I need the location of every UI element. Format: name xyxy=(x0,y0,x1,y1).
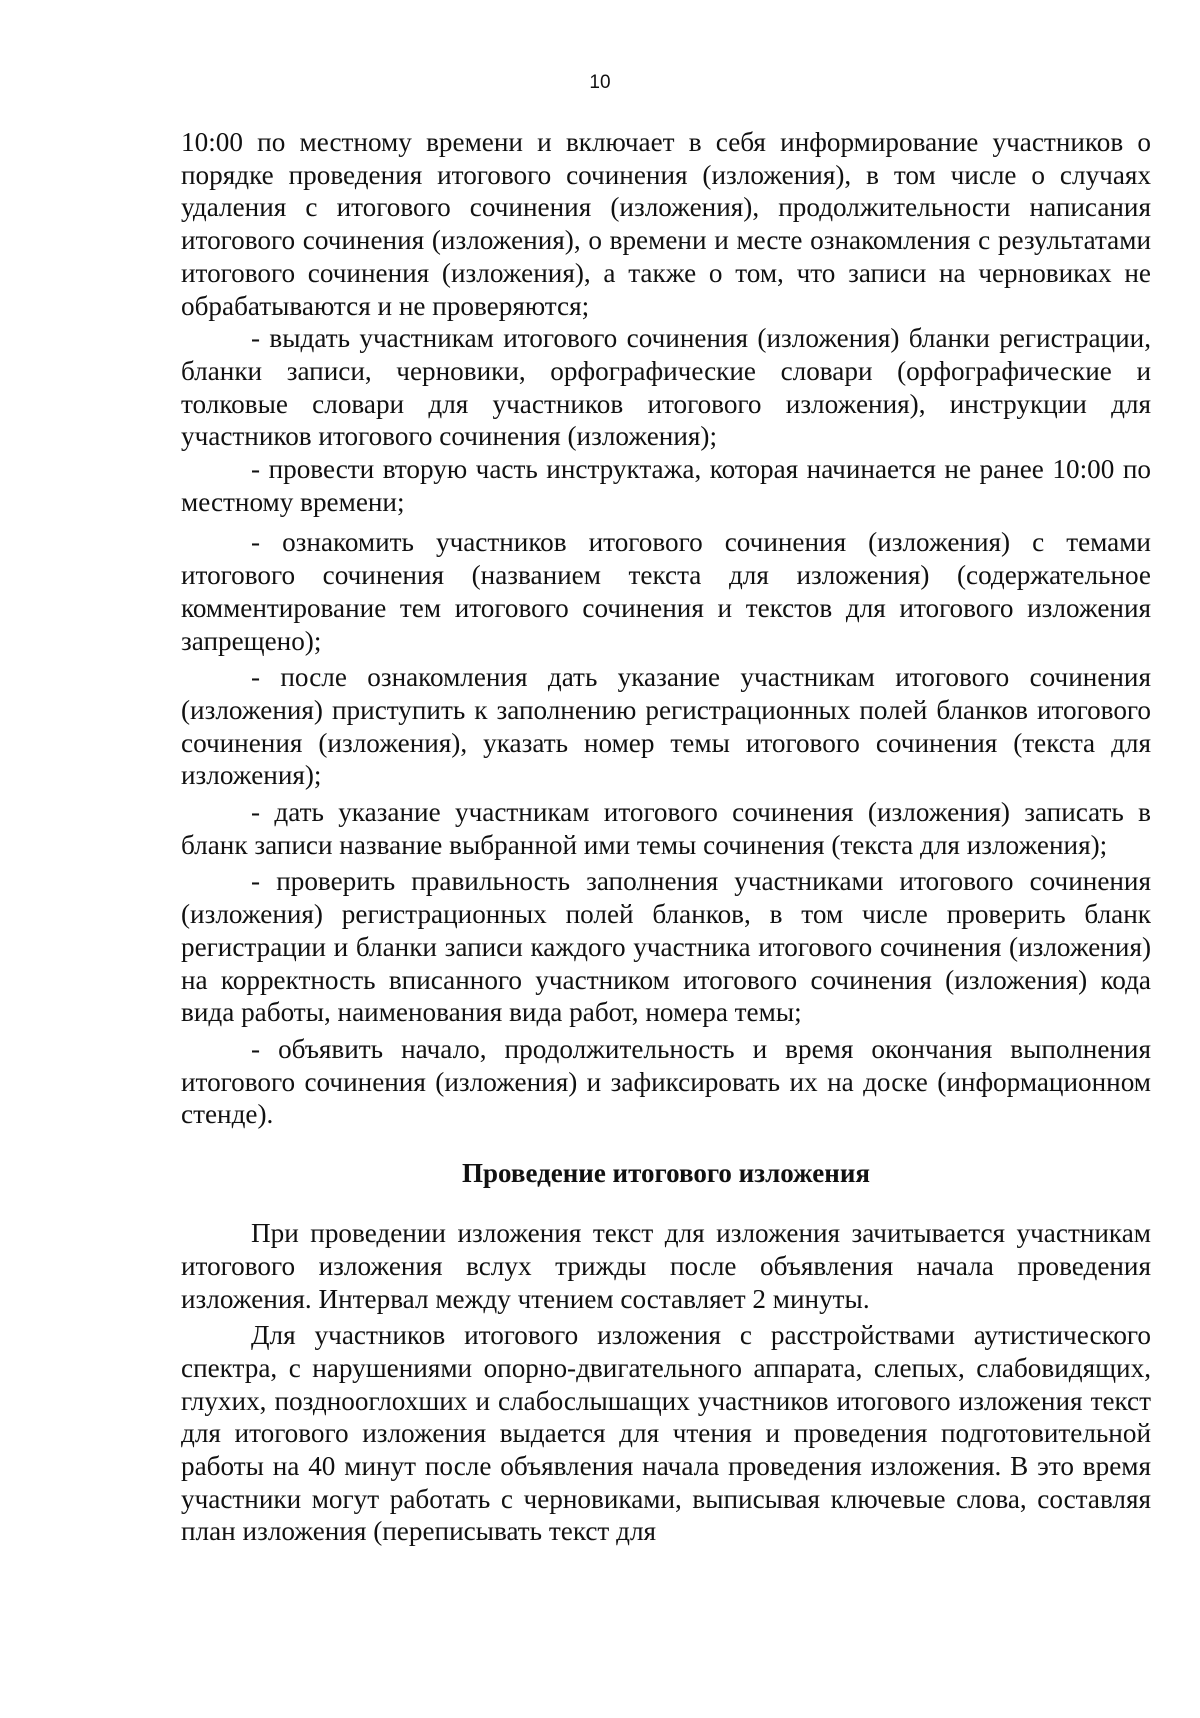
list-item-fill-registration: - после ознакомления дать указание участникам итогового сочинения (изложения) приступить к заполнению регистрационных полей бланков итогового сочинения (изложения), указать номер темы итогового сочинения (текста для изложения); xyxy=(181,662,1151,791)
list-item-check-forms: - проверить правильность заполнения участниками итогового сочинения (изложения) регистрационных полей бланков, в том числе проверить бланк регистрации и бланки записи каждого участника итогового сочинения (изложения) на корректность вписанного участником итогового сочинения (изложения) кода вида работы, наименования вида работ, номера темы; xyxy=(181,866,1151,1028)
section-paragraph-special-needs: Для участников итогового изложения с расстройствами аутистического спектра, с нарушениями опорно-двигательного аппарата, слепых, слабовидящих, глухих, позднооглохших и слабослышащих участников итогового изложения текст для итогового изложения выдается для чтения и проведения подготовительной работы на 40 минут после объявления начала проведения изложения. В это время участники могут работать с черновиками, выписывая ключевые слова, составляя план изложения (переписывать текст для xyxy=(181,1320,1151,1547)
list-item-second-briefing: - провести вторую часть инструктажа, которая начинается не ранее 10:00 по местному времени; xyxy=(181,454,1151,517)
list-item-issue-forms: - выдать участникам итогового сочинения (изложения) бланки регистрации, бланки записи, черновики, орфографические словари (орфографические и толковые словари для участников итогового изложения), инструкции для участников итогового сочинения (изложения); xyxy=(181,323,1151,452)
paragraph-continuation: 10:00 по местному времени и включает в себя информирование участников о порядке проведения итогового сочинения (изложения), в том числе о случаях удаления с итогового сочинения (изложения), продолжительности написания итогового сочинения (изложения), о времени и месте ознакомления с результатами итогового сочинения (изложения), а также о том, что записи на черновиках не обрабатываются и не проверяются; xyxy=(181,127,1151,321)
section-heading: Проведение итогового изложения xyxy=(462,1158,870,1189)
page-number: 10 xyxy=(589,72,611,93)
section-paragraph-reading: При проведении изложения текст для изложения зачитывается участникам итогового изложения вслух трижды после объявления начала проведения изложения. Интервал между чтением составляет 2 минуты. xyxy=(181,1218,1151,1314)
list-item-write-topic: - дать указание участникам итогового сочинения (изложения) записать в бланк записи название выбранной ими темы сочинения (текста для изложения); xyxy=(181,797,1151,860)
list-item-announce-start: - объявить начало, продолжительность и время окончания выполнения итогового сочинения (изложения) и зафиксировать их на доске (информационном стенде). xyxy=(181,1033,1151,1130)
list-item-introduce-topics: - ознакомить участников итогового сочинения (изложения) с темами итогового сочинения (названием текста для изложения) (содержательное комментирование тем итогового сочинения и текстов для итогового изложения запрещено); xyxy=(181,527,1151,656)
document-body xyxy=(181,126,1151,1548)
